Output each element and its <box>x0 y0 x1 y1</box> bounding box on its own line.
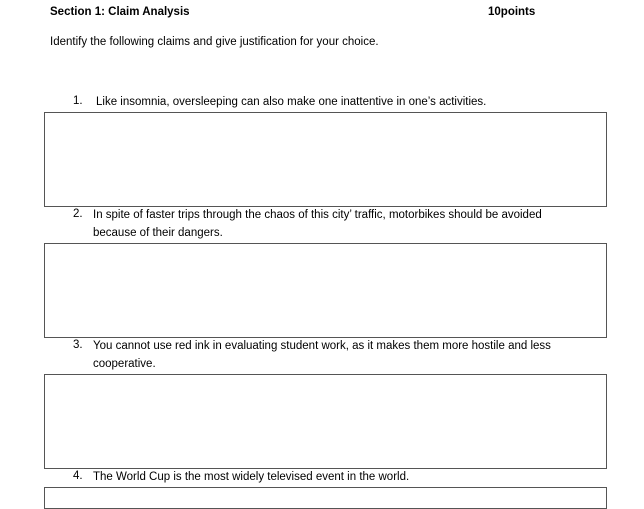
question-text <box>93 337 551 373</box>
question-number: 3. <box>73 339 83 351</box>
question-line: because of their dangers. <box>93 227 223 239</box>
answer-box-4[interactable] <box>44 487 607 509</box>
question-line: Like insomnia, oversleeping can also make one inattentive in one’s activities. <box>96 96 487 108</box>
answer-box-3[interactable] <box>44 374 607 469</box>
question-line: You cannot use red ink in evaluating student work, as it makes them more hostile and less <box>93 340 551 352</box>
question-line: cooperative. <box>93 358 156 370</box>
points-label: 10points <box>488 6 536 18</box>
instructions-text: Identify the following claims and give justification for your choice. <box>50 36 379 48</box>
section-title: Section 1: Claim Analysis <box>50 6 190 18</box>
question-line: The World Cup is the most widely televised event in the world. <box>93 471 410 483</box>
question-text <box>93 206 542 242</box>
question-number: 4. <box>73 470 83 482</box>
question-number: 1. <box>73 95 83 107</box>
question-text <box>93 468 409 486</box>
question-text <box>96 93 486 111</box>
answer-box-2[interactable] <box>44 243 607 338</box>
question-line: In spite of faster trips through the chaos of this city’ traffic, motorbikes should be avoided <box>93 209 542 221</box>
answer-box-1[interactable] <box>44 112 607 207</box>
question-number: 2. <box>73 208 83 220</box>
